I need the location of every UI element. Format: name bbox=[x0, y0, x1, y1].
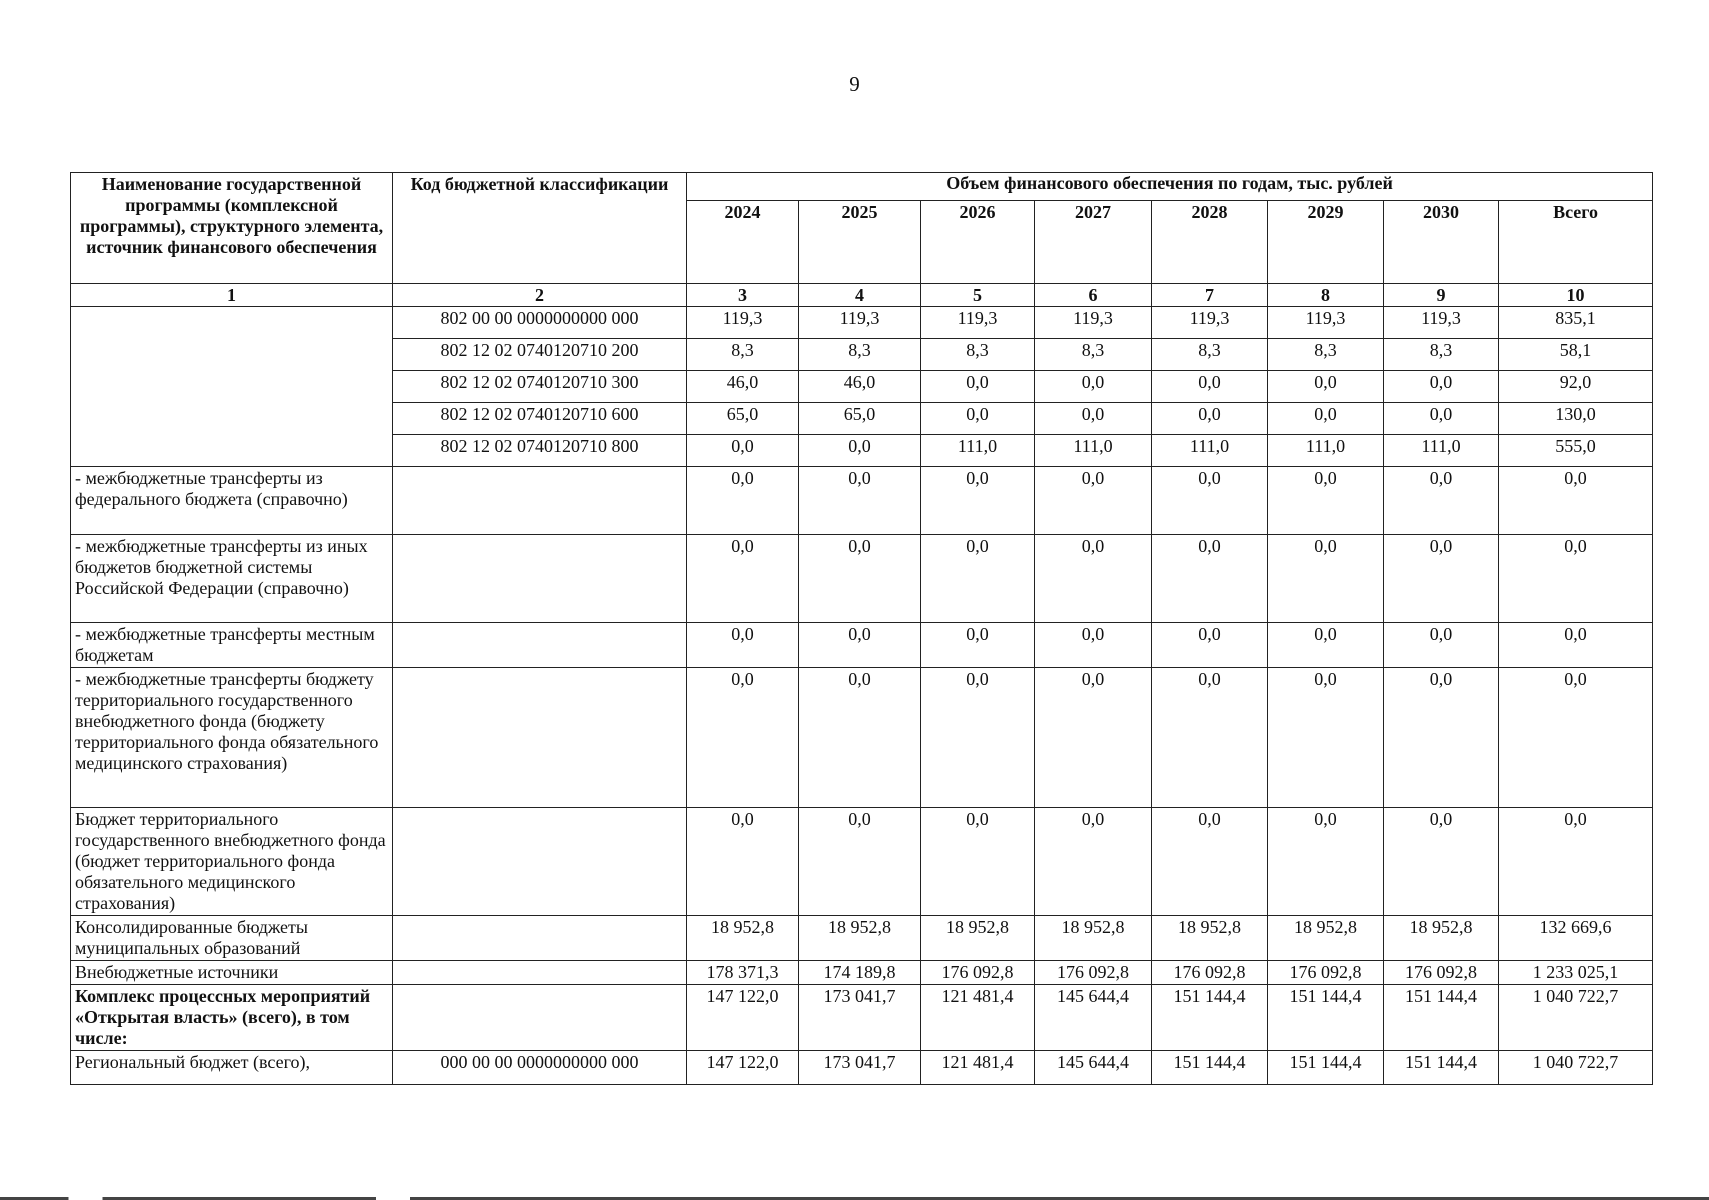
value-cell: 0,0 bbox=[1035, 371, 1152, 403]
source-name-cell: Бюджет территориального государственного внебюджетного фонда (бюджет территориального фонда обязательного медицинского страхования) bbox=[71, 808, 393, 916]
value-cell: 8,3 bbox=[921, 339, 1035, 371]
value-cell: 0,0 bbox=[1384, 668, 1499, 808]
value-cell: 18 952,8 bbox=[1152, 916, 1268, 961]
table-row bbox=[71, 307, 1653, 339]
value-cell: 0,0 bbox=[1499, 808, 1653, 916]
value-cell: 173 041,7 bbox=[799, 1051, 921, 1085]
value-cell: 119,3 bbox=[1152, 307, 1268, 339]
value-cell: 0,0 bbox=[1384, 371, 1499, 403]
value-cell: 0,0 bbox=[921, 403, 1035, 435]
value-cell: 111,0 bbox=[1268, 435, 1384, 467]
value-cell: 0,0 bbox=[1268, 467, 1384, 535]
value-cell: 1 040 722,7 bbox=[1499, 985, 1653, 1051]
source-name-cell: Региональный бюджет (всего), bbox=[71, 1051, 393, 1085]
header-year: 2026 bbox=[921, 201, 1035, 284]
value-cell: 0,0 bbox=[1384, 403, 1499, 435]
value-cell: 8,3 bbox=[1152, 339, 1268, 371]
table-row bbox=[71, 467, 1653, 535]
value-cell: 130,0 bbox=[1499, 403, 1653, 435]
value-cell: 0,0 bbox=[1152, 623, 1268, 668]
value-cell: 0,0 bbox=[1152, 403, 1268, 435]
source-name-cell: Комплекс процессных мероприятий «Открытая власть» (всего), в том числе: bbox=[71, 985, 393, 1051]
value-cell: 18 952,8 bbox=[1035, 916, 1152, 961]
value-cell: 0,0 bbox=[921, 808, 1035, 916]
value-cell: 8,3 bbox=[1268, 339, 1384, 371]
value-cell: 119,3 bbox=[1268, 307, 1384, 339]
value-cell: 0,0 bbox=[799, 435, 921, 467]
header-column-numbers-row bbox=[71, 284, 1653, 307]
value-cell: 0,0 bbox=[799, 808, 921, 916]
value-cell: 0,0 bbox=[799, 535, 921, 623]
value-cell: 18 952,8 bbox=[687, 916, 799, 961]
source-name-cell: - межбюджетные трансферты из федерального бюджета (справочно) bbox=[71, 467, 393, 535]
value-cell: 0,0 bbox=[1499, 623, 1653, 668]
header-column-number: 10 bbox=[1499, 284, 1653, 307]
budget-code-cell bbox=[393, 916, 687, 961]
value-cell: 65,0 bbox=[799, 403, 921, 435]
value-cell: 92,0 bbox=[1499, 371, 1653, 403]
merged-name-cell bbox=[71, 307, 393, 467]
value-cell: 8,3 bbox=[1035, 339, 1152, 371]
value-cell: 0,0 bbox=[1035, 403, 1152, 435]
value-cell: 121 481,4 bbox=[921, 985, 1035, 1051]
header-column-number: 2 bbox=[393, 284, 687, 307]
budget-code-cell bbox=[393, 668, 687, 808]
value-cell: 111,0 bbox=[921, 435, 1035, 467]
value-cell: 151 144,4 bbox=[1268, 1051, 1384, 1085]
table-row bbox=[71, 535, 1653, 623]
value-cell: 176 092,8 bbox=[1152, 961, 1268, 985]
table-header bbox=[71, 173, 1653, 307]
value-cell: 145 644,4 bbox=[1035, 1051, 1152, 1085]
table-row bbox=[71, 668, 1653, 808]
value-cell: 1 040 722,7 bbox=[1499, 1051, 1653, 1085]
value-cell: 0,0 bbox=[1384, 623, 1499, 668]
header-name-column: Наименование государственной программы (комплексной программы), структурного элемента, источник финансового обеспечения bbox=[71, 173, 393, 284]
value-cell: 145 644,4 bbox=[1035, 985, 1152, 1051]
value-cell: 176 092,8 bbox=[1035, 961, 1152, 985]
value-cell: 119,3 bbox=[1035, 307, 1152, 339]
value-cell: 174 189,8 bbox=[799, 961, 921, 985]
value-cell: 18 952,8 bbox=[1268, 916, 1384, 961]
value-cell: 151 144,4 bbox=[1384, 985, 1499, 1051]
value-cell: 0,0 bbox=[1499, 668, 1653, 808]
value-cell: 0,0 bbox=[687, 668, 799, 808]
header-column-number: 5 bbox=[921, 284, 1035, 307]
value-cell: 111,0 bbox=[1152, 435, 1268, 467]
budget-code-cell: 802 12 02 0740120710 200 bbox=[393, 339, 687, 371]
value-cell: 0,0 bbox=[921, 467, 1035, 535]
header-column-number: 8 bbox=[1268, 284, 1384, 307]
page-number: 9 bbox=[849, 72, 860, 96]
value-cell: 0,0 bbox=[799, 668, 921, 808]
value-cell: 0,0 bbox=[921, 668, 1035, 808]
value-cell: 0,0 bbox=[1035, 808, 1152, 916]
value-cell: 0,0 bbox=[687, 808, 799, 916]
value-cell: 555,0 bbox=[1499, 435, 1653, 467]
value-cell: 0,0 bbox=[799, 623, 921, 668]
header-column-number: 7 bbox=[1152, 284, 1268, 307]
header-year: 2024 bbox=[687, 201, 799, 284]
value-cell: 0,0 bbox=[1268, 623, 1384, 668]
source-name-cell: - межбюджетные трансферты из иных бюджетов бюджетной системы Российской Федерации (справочно) bbox=[71, 535, 393, 623]
value-cell: 147 122,0 bbox=[687, 985, 799, 1051]
table-row bbox=[71, 961, 1653, 985]
value-cell: 0,0 bbox=[1268, 403, 1384, 435]
value-cell: 111,0 bbox=[1384, 435, 1499, 467]
header-column-number: 3 bbox=[687, 284, 799, 307]
value-cell: 176 092,8 bbox=[1384, 961, 1499, 985]
value-cell: 119,3 bbox=[799, 307, 921, 339]
value-cell: 0,0 bbox=[1035, 623, 1152, 668]
header-year: 2030 bbox=[1384, 201, 1499, 284]
value-cell: 0,0 bbox=[1268, 808, 1384, 916]
value-cell: 119,3 bbox=[687, 307, 799, 339]
value-cell: 0,0 bbox=[921, 623, 1035, 668]
value-cell: 46,0 bbox=[687, 371, 799, 403]
budget-code-cell: 000 00 00 0000000000 000 bbox=[393, 1051, 687, 1085]
value-cell: 0,0 bbox=[687, 435, 799, 467]
value-cell: 173 041,7 bbox=[799, 985, 921, 1051]
value-cell: 121 481,4 bbox=[921, 1051, 1035, 1085]
value-cell: 0,0 bbox=[1268, 371, 1384, 403]
value-cell: 0,0 bbox=[687, 623, 799, 668]
budget-code-cell: 802 12 02 0740120710 800 bbox=[393, 435, 687, 467]
budget-code-cell: 802 12 02 0740120710 600 bbox=[393, 403, 687, 435]
value-cell: 0,0 bbox=[1268, 535, 1384, 623]
value-cell: 18 952,8 bbox=[799, 916, 921, 961]
table-row bbox=[71, 808, 1653, 916]
header-volume-column: Объем финансового обеспечения по годам, тыс. рублей bbox=[687, 173, 1653, 201]
source-name-cell: - межбюджетные трансферты местным бюджетам bbox=[71, 623, 393, 668]
value-cell: 178 371,3 bbox=[687, 961, 799, 985]
table-row bbox=[71, 916, 1653, 961]
table-row bbox=[71, 1051, 1653, 1085]
value-cell: 0,0 bbox=[1152, 668, 1268, 808]
header-code-column: Код бюджетной классификации bbox=[393, 173, 687, 284]
value-cell: 151 144,4 bbox=[1268, 985, 1384, 1051]
budget-code-cell bbox=[393, 985, 687, 1051]
value-cell: 46,0 bbox=[799, 371, 921, 403]
value-cell: 0,0 bbox=[687, 535, 799, 623]
value-cell: 8,3 bbox=[687, 339, 799, 371]
financing-table bbox=[70, 172, 1653, 1085]
source-name-cell: - межбюджетные трансферты бюджету территориального государственного внебюджетного фонда (бюджету территориального фонда обязательного медицинского страхования) bbox=[71, 668, 393, 808]
value-cell: 0,0 bbox=[921, 371, 1035, 403]
value-cell: 835,1 bbox=[1499, 307, 1653, 339]
value-cell: 0,0 bbox=[1035, 535, 1152, 623]
value-cell: 18 952,8 bbox=[1384, 916, 1499, 961]
table-body bbox=[71, 307, 1653, 1085]
header-column-number: 9 bbox=[1384, 284, 1499, 307]
value-cell: 0,0 bbox=[1035, 668, 1152, 808]
budget-code-cell bbox=[393, 808, 687, 916]
header-column-number: 6 bbox=[1035, 284, 1152, 307]
value-cell: 8,3 bbox=[1384, 339, 1499, 371]
value-cell: 18 952,8 bbox=[921, 916, 1035, 961]
value-cell: 0,0 bbox=[687, 467, 799, 535]
header-year: 2029 bbox=[1268, 201, 1384, 284]
value-cell: 119,3 bbox=[1384, 307, 1499, 339]
source-name-cell: Консолидированные бюджеты муниципальных образований bbox=[71, 916, 393, 961]
value-cell: 0,0 bbox=[1152, 371, 1268, 403]
budget-code-cell bbox=[393, 535, 687, 623]
header-year: 2028 bbox=[1152, 201, 1268, 284]
budget-code-cell bbox=[393, 623, 687, 668]
header-year: 2025 bbox=[799, 201, 921, 284]
budget-code-cell: 802 12 02 0740120710 300 bbox=[393, 371, 687, 403]
value-cell: 151 144,4 bbox=[1384, 1051, 1499, 1085]
table-row bbox=[71, 623, 1653, 668]
value-cell: 0,0 bbox=[1152, 535, 1268, 623]
value-cell: 0,0 bbox=[1268, 668, 1384, 808]
header-year: 2027 bbox=[1035, 201, 1152, 284]
value-cell: 0,0 bbox=[1035, 467, 1152, 535]
value-cell: 0,0 bbox=[921, 535, 1035, 623]
value-cell: 65,0 bbox=[687, 403, 799, 435]
source-name-cell: Внебюджетные источники bbox=[71, 961, 393, 985]
value-cell: 1 233 025,1 bbox=[1499, 961, 1653, 985]
value-cell: 151 144,4 bbox=[1152, 1051, 1268, 1085]
value-cell: 0,0 bbox=[1384, 535, 1499, 623]
header-column-number: 1 bbox=[71, 284, 393, 307]
header-column-number: 4 bbox=[799, 284, 921, 307]
header-year: Всего bbox=[1499, 201, 1653, 284]
value-cell: 0,0 bbox=[1499, 467, 1653, 535]
value-cell: 111,0 bbox=[1035, 435, 1152, 467]
value-cell: 0,0 bbox=[1384, 808, 1499, 916]
value-cell: 0,0 bbox=[1384, 467, 1499, 535]
value-cell: 176 092,8 bbox=[921, 961, 1035, 985]
table-row bbox=[71, 985, 1653, 1051]
budget-code-cell bbox=[393, 467, 687, 535]
value-cell: 0,0 bbox=[1152, 467, 1268, 535]
value-cell: 8,3 bbox=[799, 339, 921, 371]
value-cell: 132 669,6 bbox=[1499, 916, 1653, 961]
value-cell: 151 144,4 bbox=[1152, 985, 1268, 1051]
budget-code-cell: 802 00 00 0000000000 000 bbox=[393, 307, 687, 339]
value-cell: 0,0 bbox=[799, 467, 921, 535]
value-cell: 0,0 bbox=[1152, 808, 1268, 916]
value-cell: 119,3 bbox=[921, 307, 1035, 339]
value-cell: 147 122,0 bbox=[687, 1051, 799, 1085]
budget-code-cell bbox=[393, 961, 687, 985]
value-cell: 0,0 bbox=[1499, 535, 1653, 623]
value-cell: 176 092,8 bbox=[1268, 961, 1384, 985]
value-cell: 58,1 bbox=[1499, 339, 1653, 371]
